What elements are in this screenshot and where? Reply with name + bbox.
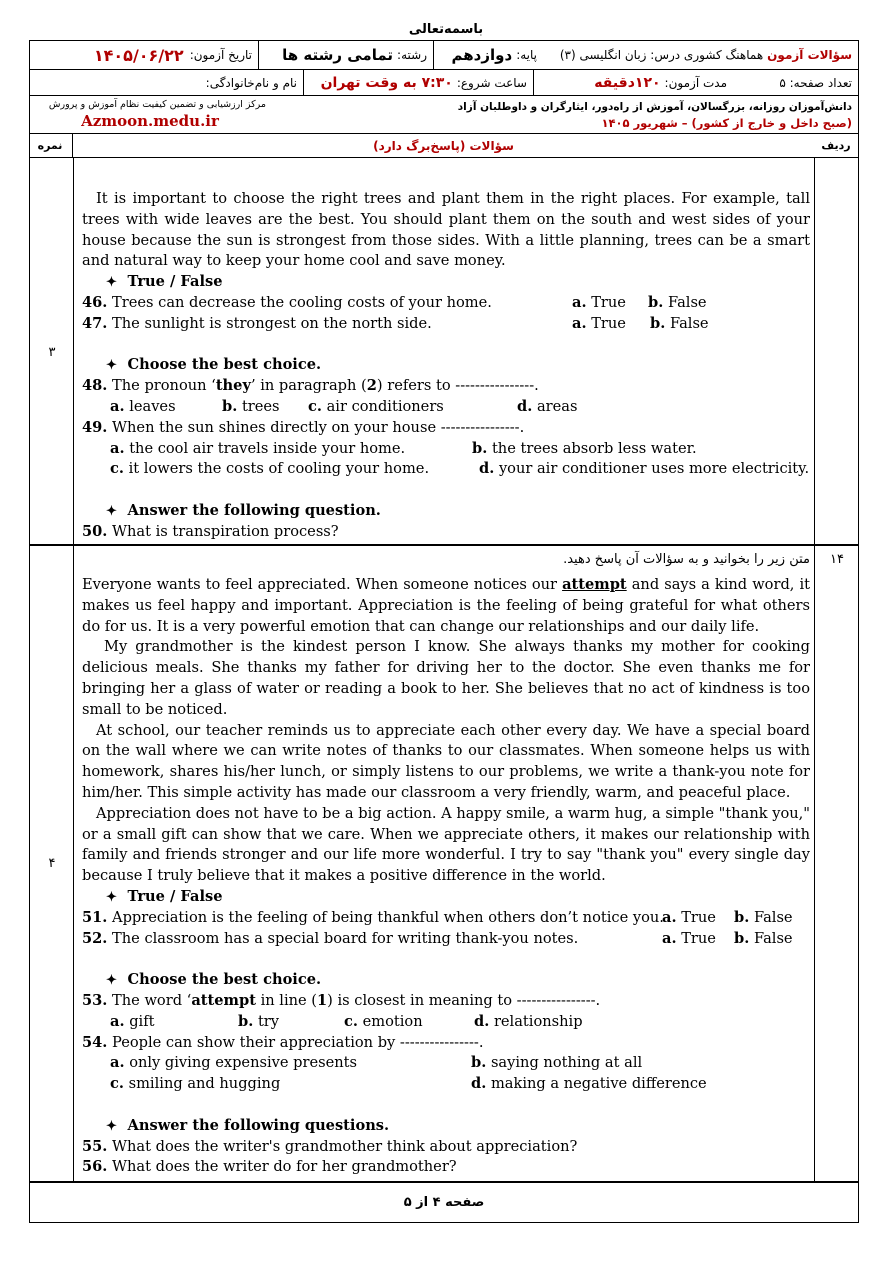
q48-option-c[interactable]: c. air conditioners [308,397,444,415]
q49-options-ab [82,439,810,460]
field-cell: رشته: تمامی رشته ها [258,41,433,69]
q46-option-a[interactable]: a. True [572,293,626,311]
q54-option-a[interactable]: a. only giving expensive presents [110,1054,357,1072]
star-icon: ✦ [106,1118,117,1134]
q47-option-a[interactable]: a. True [572,314,626,332]
question-56: 56. What does the writer do for her grandmother? [82,1158,457,1176]
header-row-3 [30,96,858,134]
student-name-cell: نام و نام‌خانوادگی: [205,75,297,90]
question-49: 49. When the sun shines directly on your house ----------------. [82,418,525,436]
question-53: 53. The word ‘attempt in line (1) is closest in meaning to ----------------. [82,991,601,1009]
star-icon: ✦ [106,275,117,291]
q52-option-b[interactable]: b. False [734,929,793,947]
score-value: ۴ [48,856,56,871]
q51-option-a[interactable]: a. True [662,908,716,926]
start-time-cell: ساعت شروع: ۷:۳۰ به وقت تهران [303,70,533,95]
q49-options-cd [82,459,810,480]
question-51: 51. Appreciation is the feeling of being thankful when others don’t notice you. a. True b. False [82,908,810,929]
website[interactable]: Azmoon.medu.ir [81,112,219,130]
header-row-2 [30,70,858,96]
q54-option-c[interactable]: c. smiling and hugging [110,1075,281,1093]
center-cell: مرکز ارزشیابی و تضمین کیفیت نظام آموزش و پرورش Azmoon.medu.ir [28,96,272,133]
q48-option-b[interactable]: b. trees [222,397,280,415]
page-number: صفحه ۴ از ۵ [403,1195,485,1210]
q49-option-a[interactable]: a. the cool air travels inside your home. [110,439,406,457]
page-count-cell: تعداد صفحه: ۵ [779,75,852,90]
question-55: 55. What does the writer's grandmother think about appreciation? [82,1137,578,1155]
answer-heading: ✦ Answer the following questions. [106,1116,390,1134]
q52-option-a[interactable]: a. True [662,929,716,947]
reading-instruction: متن زیر را بخوانید و به سؤالات آن پاسخ دهید. [563,552,810,567]
col-score-heading: نمره [37,139,63,152]
page-footer [29,1182,859,1223]
row-number: ۱۴ [830,552,844,567]
question-46: 46. Trees can decrease the cooling costs of your home. a. True b. False [82,293,810,314]
question-block-13 [29,158,859,545]
q53-option-c[interactable]: c. emotion [344,1012,423,1030]
mc-heading: ✦ Choose the best choice. [106,971,322,989]
col-row-heading: ردیف [821,139,851,152]
q54-option-d[interactable]: d. making a negative difference [471,1075,707,1093]
star-icon: ✦ [106,889,117,905]
q53-option-b[interactable]: b. try [238,1012,280,1030]
grade-cell: پایه: دوازدهم [433,41,543,69]
row-number-column [814,158,858,544]
q49-option-d[interactable]: d. your air conditioner uses more electricity. [479,460,810,478]
question-52: 52. The classroom has a special board for writing thank-you notes. a. True b. False [82,929,810,950]
q48-option-a[interactable]: a. leaves [110,397,176,415]
col-questions-heading: سؤالات (پاسخ‌برگ دارد) [72,134,814,157]
exam-header [29,40,859,158]
q53-option-a[interactable]: a. gift [110,1012,155,1030]
row-number-column [814,546,858,1181]
star-icon: ✦ [106,973,117,989]
passage-paragraph-1: Everyone wants to feel appreciated. When someone notices our attempt and says a kind word, it makes us feel happy and important. Appreciation is the feeling of being grateful for what others do for us. It is a very powerful emotion that can change our relationships and our daily life. [82,576,810,635]
question-48: 48. The pronoun ‘they’ in paragraph (2) refers to ----------------. [82,377,539,395]
passage-paragraph-3: At school, our teacher reminds us to appreciate each other every day. We have a special board on the wall where we can write notes of thanks to our classmates. When someone helps us with homework, shares his/her lunch, or simply listens to our problems, we write a thank-you note for him/her. This simple activity has made our classroom a very friendly, warm, and peaceful place. [82,721,810,801]
mc-heading: ✦ Choose the best choice. [106,356,322,374]
q49-option-b[interactable]: b. the trees absorb less water. [472,439,697,457]
q54-option-b[interactable]: b. saying nothing at all [471,1054,643,1072]
question-54: 54. People can show their appreciation by ----------------. [82,1033,484,1051]
q53-option-d[interactable]: d. relationship [474,1012,583,1030]
question-47: 47. The sunlight is strongest on the north side. a. True b. False [82,314,810,335]
header-row-1 [30,41,858,70]
underlined-word: attempt [562,576,627,593]
passage-paragraph-2: My grandmother is the kindest person I know. She always thanks my mother for cooking delicious meals. She thanks my father for driving her to the doctor. She even thanks me for bringing her a glass of water or reading a book to her. She believes that no act of kindness is too small to be noticed. [82,638,810,718]
q48-options [82,397,810,418]
duration-cell: مدت آزمون: ۱۲۰دقیقه [533,70,733,95]
answer-heading: ✦ Answer the following question. [106,501,381,519]
reading-passage: It is important to choose the right trees and plant them in the right places. For example, tall trees with wide leaves are the best. You should plant them on the south and west sides of your house because the sun is strongest from those sides. With a little planning, trees can be a smart and natural way to keep your home cool and save money. [82,190,810,270]
basmala: باسمه‌تعالی [408,22,484,37]
q51-option-b[interactable]: b. False [734,908,793,926]
exam-course-cell: سؤالات آزمون هماهنگ کشوری درس: زبان انگلیسی (۳) [559,48,852,62]
score-column [30,158,74,544]
block-13-content [82,189,810,543]
star-icon: ✦ [106,358,117,374]
block-14-content [82,549,810,1178]
column-headings [30,134,858,157]
q46-option-b[interactable]: b. False [648,293,707,311]
star-icon: ✦ [106,503,117,519]
exam-date-cell: تاریخ آزمون: ۱۴۰۵/۰۶/۲۲ [93,45,252,65]
q48-option-d[interactable]: d. areas [517,397,578,415]
candidates-cell: دانش‌آموزان روزانه، بزرگسالان، آموزش از راه‌دور، ایثارگران و داوطلبان آزاد (صبح داخل و خارج از کشور) – شهریور ۱۴۰۵ [457,101,852,130]
score-column [30,546,74,1181]
tf-heading: ✦ True / False [106,273,223,291]
passage-paragraph-4: Appreciation does not have to be a big action. A happy smile, a warm hug, a simple "thank you," or a small gift can show that we care. When we appreciate others, it makes our relationship with family and friends stronger and our life more wonderful. I try to say "thank you" every single day because I truly believe that it makes a positive difference in the world. [82,804,810,885]
q49-option-c[interactable]: c. it lowers the costs of cooling your home. [110,460,430,478]
q47-option-b[interactable]: b. False [650,314,709,332]
question-block-14 [29,545,859,1182]
question-50: 50. What is transpiration process? [82,522,339,540]
q53-options [82,1012,810,1033]
q54-options-ab [82,1053,810,1074]
q54-options-cd [82,1074,810,1095]
score-value: ۳ [48,345,56,360]
tf-heading: ✦ True / False [106,887,223,905]
